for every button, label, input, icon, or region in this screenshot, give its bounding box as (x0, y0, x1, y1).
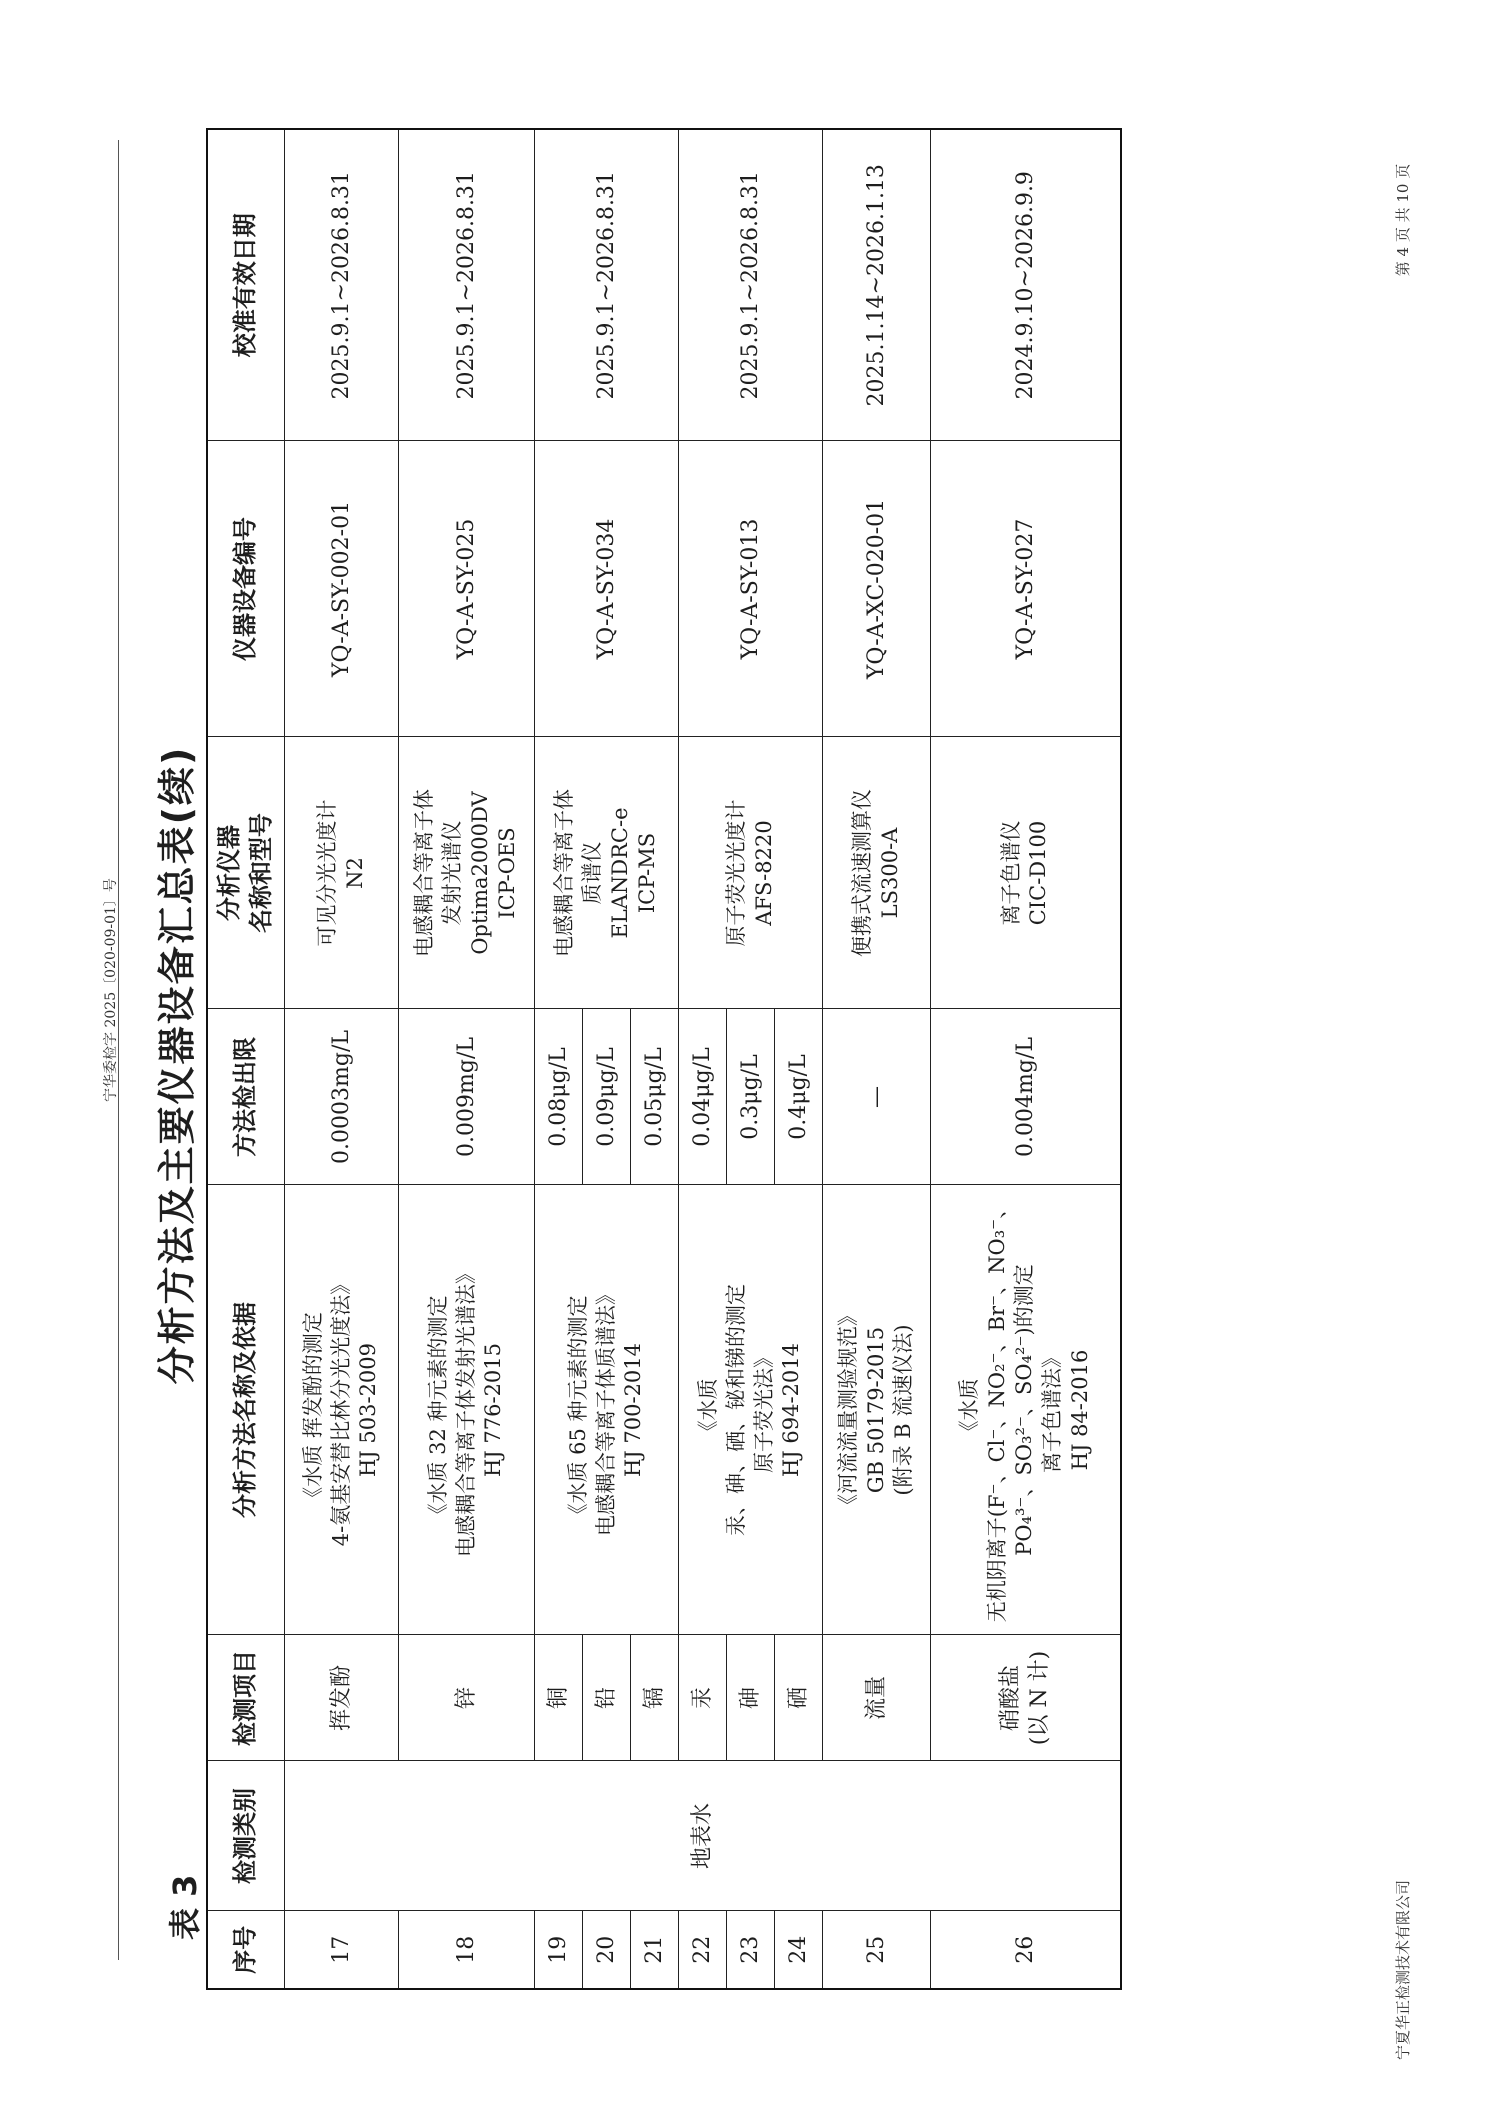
method-line: 《水质 32 种元素的测定 (425, 1295, 450, 1525)
cell-item: 汞 (679, 1635, 727, 1761)
methods-instruments-table (206, 128, 1122, 1990)
cell-limit: 0.009mg/L (399, 1009, 535, 1185)
instrument-line: 质谱仪 (579, 841, 604, 905)
method-line: HJ 84-2016 (1067, 1349, 1092, 1471)
cell-seq: 21 (631, 1911, 679, 1989)
cell-item (931, 1635, 1121, 1761)
cell-instrument (285, 737, 399, 1009)
cell-seq: 17 (285, 1911, 399, 1989)
cell-instrument (399, 737, 535, 1009)
cell-limit: 0.0003mg/L (285, 1009, 399, 1185)
cell-item: 硒 (775, 1635, 823, 1761)
cell-item: 锌 (399, 1635, 535, 1761)
cell-calib: 2025.9.1~2026.8.31 (535, 129, 679, 441)
cell-calib: 2025.9.1~2026.8.31 (399, 129, 535, 441)
header-item: 检测项目 (207, 1635, 285, 1761)
instrument-line: ICP-OES (495, 827, 520, 919)
cell-equip-no: YQ-A-SY-013 (679, 441, 823, 737)
cell-item: 铅 (583, 1635, 631, 1761)
method-line: 无机阴离子(F⁻、Cl⁻、NO₂⁻、Br⁻、NO₃⁻、 (984, 1197, 1009, 1623)
header-method: 分析方法名称及依据 (207, 1185, 285, 1635)
method-line: 电感耦合等离子体质谱法》 (593, 1284, 618, 1536)
cell-limit: 0.4μg/L (775, 1009, 823, 1185)
cell-method (931, 1185, 1121, 1635)
cell-limit: 0.04μg/L (679, 1009, 727, 1185)
company-name: 宁夏华正检测技术有限公司 (1394, 1879, 1412, 2060)
table-row (679, 129, 727, 1989)
cell-equip-no: YQ-A-SY-027 (931, 441, 1121, 737)
cell-seq: 19 (535, 1911, 583, 1989)
table-row (823, 129, 931, 1989)
cell-item: 镉 (631, 1635, 679, 1761)
method-line: HJ 776-2015 (481, 1342, 506, 1478)
cell-seq: 24 (775, 1911, 823, 1989)
instrument-line: N2 (342, 857, 367, 889)
cell-seq: 20 (583, 1911, 631, 1989)
instrument-line: Optima2000DV (467, 791, 492, 955)
header-limit: 方法检出限 (207, 1009, 285, 1185)
method-line: 原子荧光法》 (751, 1347, 776, 1473)
instrument-line: LS300-A (877, 827, 902, 919)
header-instrument (207, 737, 285, 1009)
instrument-line: 离子色谱仪 (998, 820, 1023, 926)
instrument-line: 可见分光光度计 (314, 799, 339, 947)
method-line: 离子色谱法》 (1040, 1347, 1065, 1473)
method-line: 电感耦合等离子体发射光谱法》 (453, 1263, 478, 1557)
cell-equip-no: YQ-A-XC-020-01 (823, 441, 931, 737)
method-line: 4-氨基安替比林分光光度法》 (328, 1273, 353, 1547)
header-category: 检测类别 (207, 1761, 285, 1911)
method-line: 《水质 (696, 1378, 721, 1442)
method-line: 《河流流量测验规范》 (835, 1305, 860, 1515)
header-seq: 序号 (207, 1911, 285, 1989)
header-instrument-line2: 名称和型号 (247, 813, 275, 933)
method-line: PO₄³⁻、SO₃²⁻、SO₄²⁻)的测定 (1012, 1264, 1037, 1556)
table-row (399, 129, 535, 1989)
page-number: 第 4 页 共 10 页 (1394, 163, 1412, 277)
cell-equip-no: YQ-A-SY-034 (535, 441, 679, 737)
cell-instrument (679, 737, 823, 1009)
cell-equip-no: YQ-A-SY-002-01 (285, 441, 399, 737)
method-line: 《水质 65 种元素的测定 (565, 1295, 590, 1525)
cell-method (285, 1185, 399, 1635)
cell-calib: 2024.9.10~2026.9.9 (931, 129, 1121, 441)
cell-limit: 0.3μg/L (727, 1009, 775, 1185)
item-line: 硝酸盐 (998, 1665, 1024, 1732)
cell-instrument (535, 737, 679, 1009)
cell-calib: 2025.9.1~2026.8.31 (679, 129, 823, 441)
instrument-line: CIC-D100 (1026, 820, 1051, 926)
cell-calib: 2025.1.14~2026.1.13 (823, 129, 931, 441)
header-calib: 校准有效日期 (207, 129, 285, 441)
cell-seq: 23 (727, 1911, 775, 1989)
cell-limit: 0.09μg/L (583, 1009, 631, 1185)
cell-limit: 0.004mg/L (931, 1009, 1121, 1185)
instrument-line: ELANDRC-e (607, 807, 632, 939)
method-line: 汞、砷、硒、铋和锑的测定 (723, 1284, 748, 1536)
cell-equip-no: YQ-A-SY-025 (399, 441, 535, 737)
cell-item: 挥发酚 (285, 1635, 399, 1761)
method-line: HJ 503-2009 (356, 1342, 381, 1478)
method-line: 《水质 (956, 1378, 981, 1442)
document-number: 宁华委检字 2025〔020-09-01〕号 (103, 878, 119, 1102)
table-label: 表 3 (166, 1874, 204, 1940)
instrument-line: 便携式流速测算仪 (849, 789, 874, 957)
method-line: HJ 694-2014 (779, 1342, 804, 1478)
table-row (285, 129, 399, 1989)
instrument-line: ICP-MS (635, 832, 660, 914)
cell-limit: 0.08μg/L (535, 1009, 583, 1185)
cell-method (535, 1185, 679, 1635)
instrument-line: 原子荧光光度计 (723, 799, 748, 947)
cell-item: 流量 (823, 1635, 931, 1761)
header-equip-no: 仪器设备编号 (207, 441, 285, 737)
cell-category: 地表水 (285, 1761, 1121, 1911)
header-instrument-line1: 分析仪器 (215, 825, 244, 921)
table-title: 分析方法及主要仪器设备汇总表(续) (155, 745, 199, 1385)
table-row (931, 129, 1121, 1989)
header-row (207, 129, 285, 1989)
cell-limit: — (823, 1009, 931, 1185)
method-line: 《水质 挥发酚的测定 (300, 1312, 325, 1508)
cell-method (679, 1185, 823, 1635)
rotated-table-page (140, 120, 1250, 2010)
cell-item: 砷 (727, 1635, 775, 1761)
cell-seq: 18 (399, 1911, 535, 1989)
instrument-line: AFS-8220 (751, 820, 776, 926)
item-line: (以 N 计) (1027, 1650, 1053, 1746)
method-line: (附录 B 流速仪法) (891, 1324, 916, 1496)
cell-instrument (931, 737, 1121, 1009)
instrument-line: 电感耦合等离子体 (552, 789, 577, 957)
cell-seq: 26 (931, 1911, 1121, 1989)
instrument-line: 发射光谱仪 (439, 820, 464, 926)
cell-method (399, 1185, 535, 1635)
method-line: GB 50179-2015 (863, 1326, 888, 1494)
cell-calib: 2025.9.1~2026.8.31 (285, 129, 399, 441)
cell-instrument (823, 737, 931, 1009)
table-row (535, 129, 583, 1989)
instrument-line: 电感耦合等离子体 (412, 789, 437, 957)
cell-seq: 22 (679, 1911, 727, 1989)
method-line: HJ 700-2014 (621, 1342, 646, 1478)
cell-method (823, 1185, 931, 1635)
cell-limit: 0.05μg/L (631, 1009, 679, 1185)
cell-seq: 25 (823, 1911, 931, 1989)
cell-item: 铜 (535, 1635, 583, 1761)
